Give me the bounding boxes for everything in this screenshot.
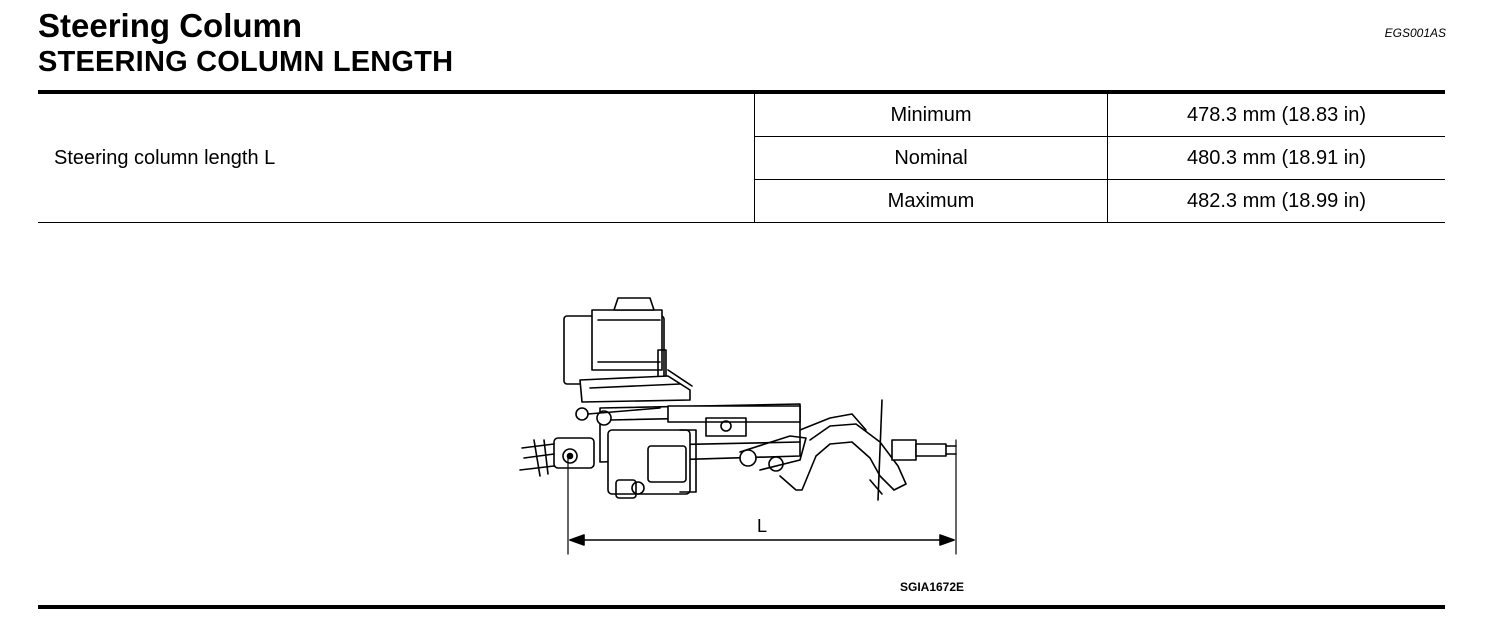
- section-code: EGS001AS: [1384, 26, 1446, 40]
- table-row: [38, 94, 1445, 137]
- value-nominal: 480.3 mm (18.91 in): [1108, 137, 1446, 180]
- figure-code: SGIA1672E: [900, 580, 965, 594]
- condition-maximum: Maximum: [755, 180, 1108, 223]
- steering-column-illustration: [500, 280, 980, 570]
- condition-minimum: Minimum: [755, 94, 1108, 137]
- value-minimum: 478.3 mm (18.83 in): [1108, 94, 1446, 137]
- spec-table: [38, 94, 1445, 223]
- dimension-label-l: L: [756, 516, 768, 536]
- page-title: Steering Column: [38, 7, 303, 44]
- condition-nominal: Nominal: [755, 137, 1108, 180]
- section-title: STEERING COLUMN LENGTH: [38, 46, 454, 78]
- value-maximum: 482.3 mm (18.99 in): [1108, 180, 1446, 223]
- bottom-rule: [38, 605, 1445, 609]
- spec-item-label: Steering column length L: [38, 94, 755, 223]
